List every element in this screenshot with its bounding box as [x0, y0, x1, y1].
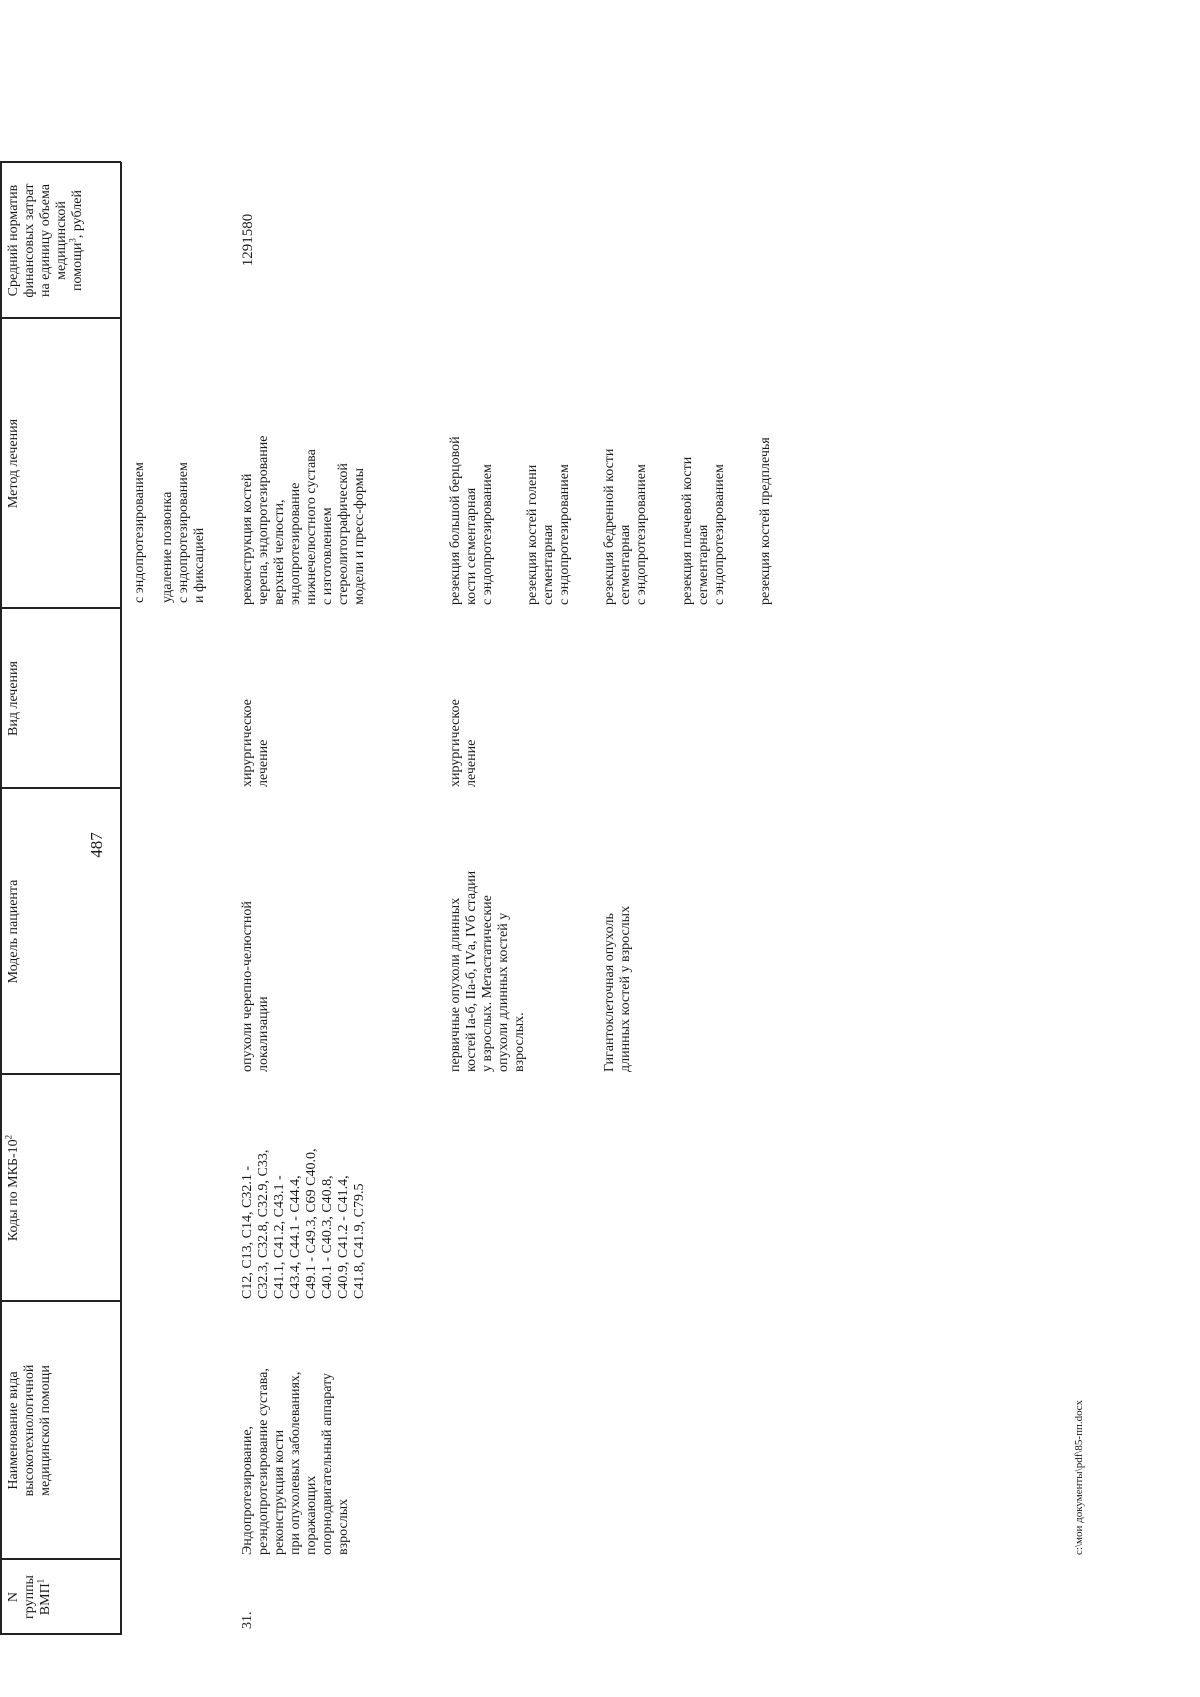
header-group-no: N группы ВМП$^1$ [6, 1575, 53, 1619]
treatment-type-surgical-2: хирургическое лечение [448, 699, 479, 787]
header-cost: Средний норматив финансовых затрат на единицу объема медицинской помощи$^3$, рублей [6, 183, 85, 298]
header-type: Вид лечения [6, 661, 21, 736]
method-shin-resection: резекция костей голени сегментарная с эндопротезированием [525, 464, 572, 605]
model-long-bone-tumors: первичные опухоли длинных костей Iа-б, IIа-б, IVа, IVб стадии у взрослых. Метастатические опухоли длинных костей у взрослых. [448, 870, 527, 1072]
model-giant-cell-tumor: Гигантоклеточная опухоль длинных костей у взрослых [602, 905, 633, 1072]
col-border-2 [0, 1301, 121, 1303]
row-number: 31. [240, 1611, 255, 1629]
header-codes: Коды по МКБ-$10^2$ [3, 1134, 21, 1242]
model-cranio-maxillofacial: опухоли черепно-челюстной локализации [240, 901, 271, 1072]
header-model: Модель пациента [6, 879, 21, 984]
col-border-5 [0, 608, 121, 610]
page-number: 487 [86, 832, 106, 858]
col-border-6 [0, 318, 121, 320]
method-femur-resection: резекция бедренной кости сегментарная с эндопротезированием [602, 448, 649, 605]
method-skull-reconstruction: реконструкция костей черепа, эндопротезирование верхней челюсти, эндопротезирование нижнечелюстного сустава с изготовлением стереолитографической модели и пресс-формы [240, 435, 367, 605]
col-border-4 [0, 788, 121, 790]
method-forearm-resection: резекция костей предплечья [758, 437, 773, 605]
header-name: Наименование вида высокотехнологичной медицинской помощи [6, 1364, 53, 1497]
header-method: Метод лечения [6, 418, 21, 509]
method-vertebra-removal: удаление позвонка с эндопротезированием и фиксацией [160, 462, 207, 603]
treatment-type-surgical-1: хирургическое лечение [240, 699, 271, 787]
row-name: Эндопротезирование, реэндопротезирование сустава, реконструкция кости при опухолевых заболеваниях, поражающих опорнодвигательный аппарату взрослых [240, 1368, 351, 1555]
header-bottom-line [120, 162, 122, 1635]
method-tibia-resection: резекция большой берцовой кости сегментарная с эндопротезированием [448, 436, 495, 605]
footer-file-path: c:\мои документы\pdf\85-пп.docx [1073, 1399, 1085, 1555]
rotated-table-page [0, 40, 1100, 1635]
table-top-line [0, 162, 2, 1635]
col-border-1 [0, 1559, 121, 1561]
method-endoprosthesis: с эндопротезированием [132, 462, 147, 603]
col-border-7 [0, 162, 121, 164]
row-codes: C12, C13, C14, C32.1 - C32.3, C32.8, C32.9, C33, C41.1, C41.2, C43.1 - C43.4, C44.1 - C44.4, C49.1 - C49.3, C69 C40.0, C40.1 - C40.3, C40.8, C40.9, C41.2 - C41.4, C41.8, C41.9, C79.5 [240, 1148, 367, 1299]
method-humerus-resection: резекция плечевой кости сегментарная с эндопротезированием [680, 456, 727, 605]
col-border-0 [0, 1634, 121, 1636]
col-border-3 [0, 1074, 121, 1076]
row-cost: 1291580 [240, 213, 256, 267]
